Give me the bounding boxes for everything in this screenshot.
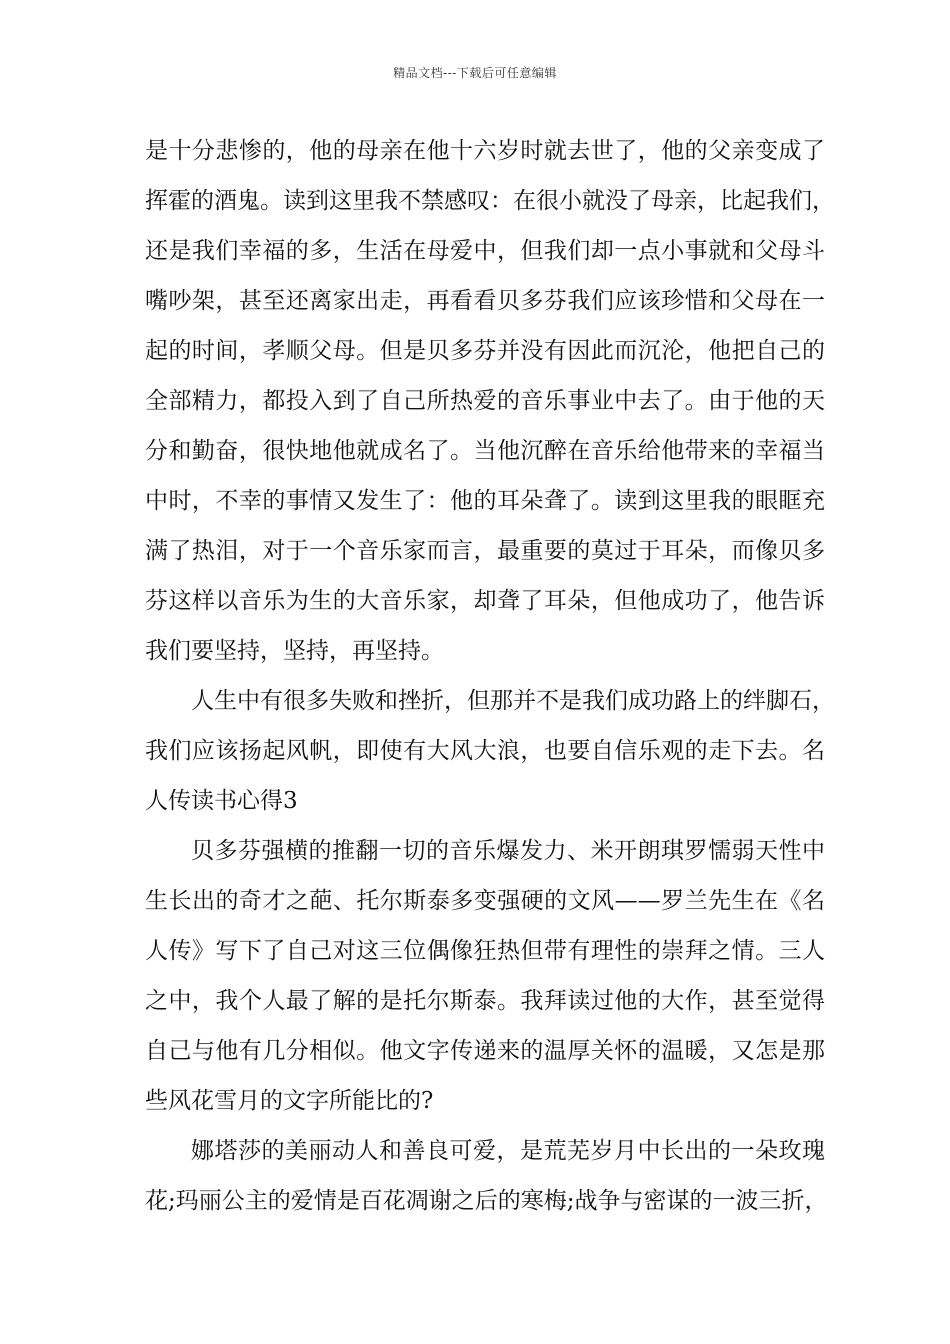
text-line: 是十分悲惨的，他的母亲在他十六岁时就去世了，他的父亲变成了	[145, 138, 825, 164]
paragraph-1	[145, 126, 835, 676]
document-body	[145, 126, 835, 1226]
text-line: 花;玛丽公主的爱情是百花凋谢之后的寒梅;战争与密谋的一波三折，	[145, 1188, 828, 1214]
paragraph-2	[145, 676, 835, 826]
text-line: 芬这样以音乐为生的大音乐家，却聋了耳朵，但他成功了，他告诉	[145, 588, 825, 614]
paragraph-3	[145, 826, 825, 1126]
text-line: 中时，不幸的事情又发生了：他的耳朵聋了。读到这里我的眼眶充	[145, 488, 825, 514]
text-line: 人传》写下了自己对这三位偶像狂热但带有理性的崇拜之情。三人	[145, 938, 825, 964]
text-line: 人传读书心得3	[145, 788, 298, 814]
text-line: 起的时间，孝顺父母。但是贝多芬并没有因此而沉沦，他把自己的	[145, 338, 825, 364]
text-line: 还是我们幸福的多，生活在母爱中，但我们却一点小事就和父母斗	[145, 238, 825, 264]
text-line: 些风花雪月的文字所能比的?	[145, 1088, 434, 1114]
text-line: 全部精力，都投入到了自己所热爱的音乐事业中去了。由于他的天	[145, 388, 825, 414]
text-line: 娜塔莎的美丽动人和善良可爱，是荒芜岁月中长出的一朵玫瑰	[191, 1138, 825, 1164]
page-header: 精品文档---下载后可任意编辑	[393, 66, 557, 80]
text-line: 挥霍的酒鬼。读到这里我不禁感叹：在很小就没了母亲，比起我们，	[145, 188, 835, 214]
text-line: 人生中有很多失败和挫折，但那并不是我们成功路上的绊脚石，	[191, 688, 835, 714]
text-line: 我们要坚持，坚持，再坚持。	[145, 638, 444, 664]
text-line: 满了热泪，对于一个音乐家而言，最重要的莫过于耳朵，而像贝多	[145, 538, 825, 564]
text-line: 自己与他有几分相似。他文字传递来的温厚关怀的温暖，又怎是那	[145, 1038, 825, 1064]
text-line: 我们应该扬起风帆，即使有大风大浪，也要自信乐观的走下去。名	[145, 738, 825, 764]
text-line: 生长出的奇才之葩、托尔斯泰多变强硬的文风——罗兰先生在《名	[145, 888, 825, 914]
text-line: 嘴吵架，甚至还离家出走，再看看贝多芬我们应该珍惜和父母在一	[145, 288, 825, 314]
text-line: 分和勤奋，很快地他就成名了。当他沉醉在音乐给他带来的幸福当	[145, 438, 825, 464]
text-line: 之中，我个人最了解的是托尔斯泰。我拜读过他的大作，甚至觉得	[145, 988, 825, 1014]
text-line: 贝多芬强横的推翻一切的音乐爆发力、米开朗琪罗懦弱天性中	[191, 838, 825, 864]
paragraph-4	[145, 1126, 828, 1226]
